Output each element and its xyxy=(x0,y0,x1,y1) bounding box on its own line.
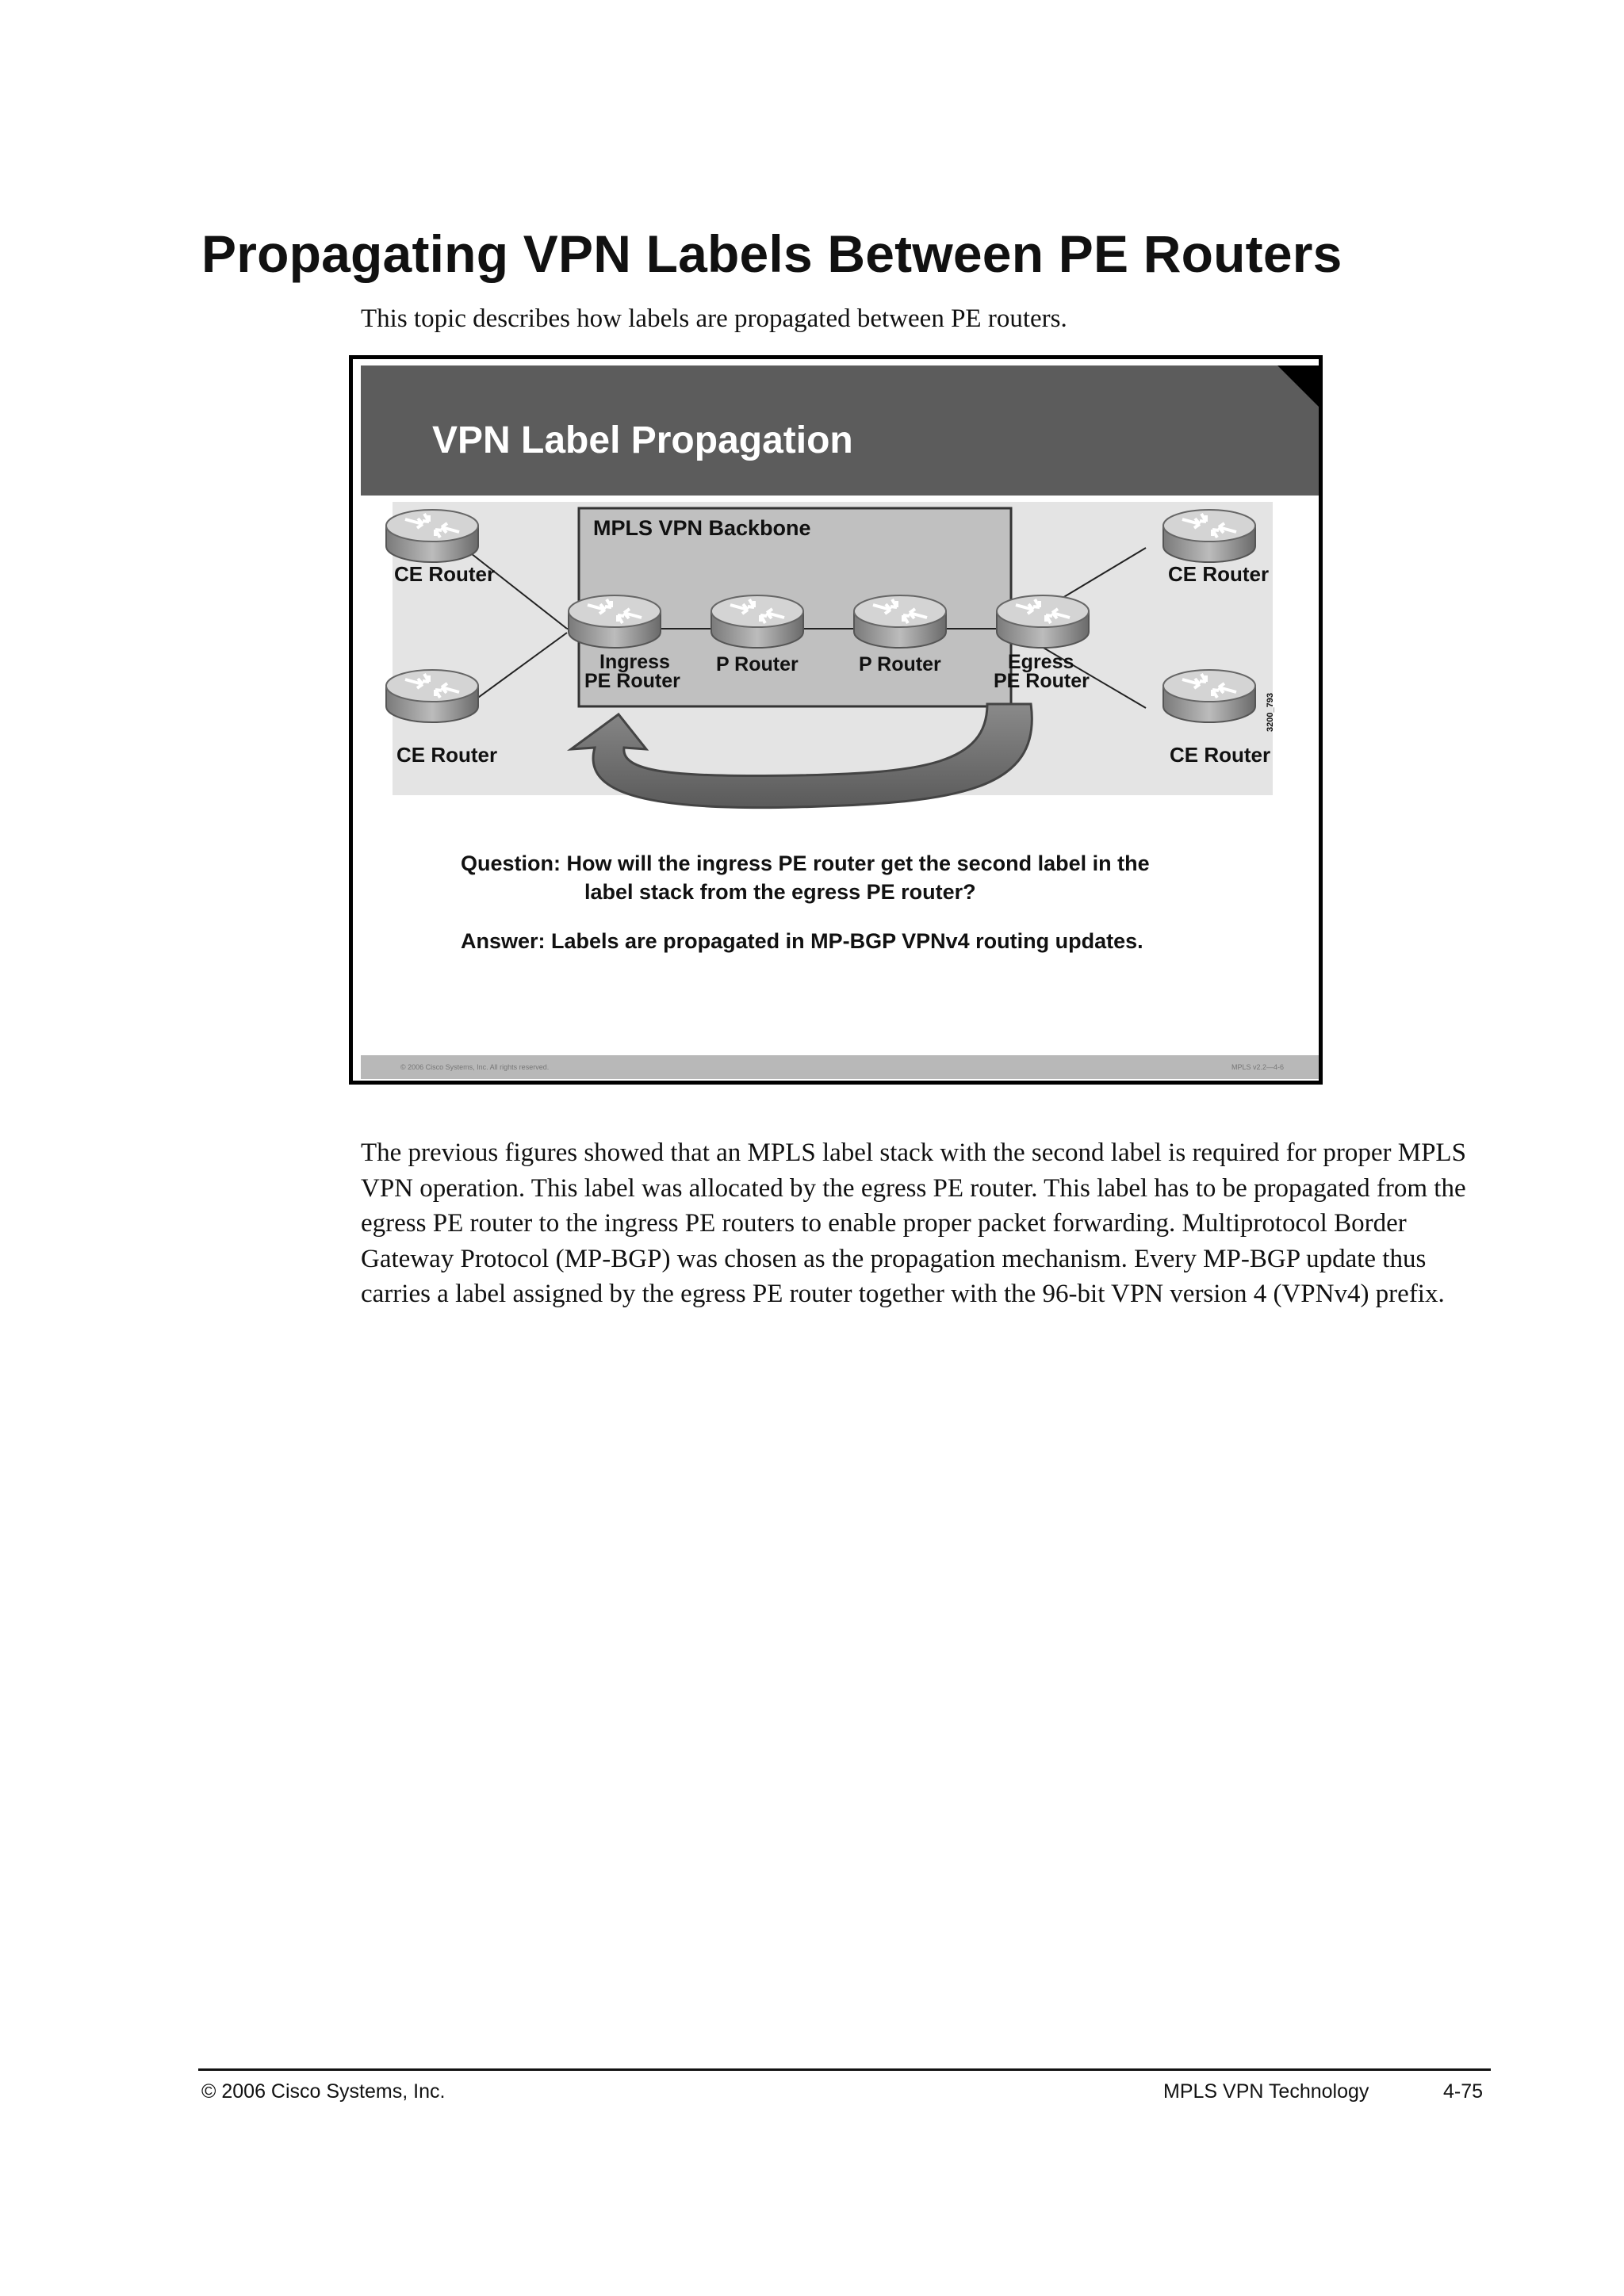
question-line2: label stack from the egress PE router? xyxy=(584,880,976,904)
ce-router-top-left-label: CE Router xyxy=(394,562,496,586)
backbone-label: MPLS VPN Backbone xyxy=(593,516,811,540)
footer-rule xyxy=(198,2068,1491,2071)
network-diagram xyxy=(353,359,1319,1081)
egress-label-line2: PE Router xyxy=(994,670,1090,692)
ce-router-bottom-right-icon xyxy=(1163,670,1255,722)
slide-footer xyxy=(361,1055,1319,1079)
slide-footer-copyright: © 2006 Cisco Systems, Inc. All rights reserved. xyxy=(400,1063,550,1071)
p-router-2-label: P Router xyxy=(859,653,941,675)
p-router-1-label: P Router xyxy=(716,653,799,675)
p-router-2-icon xyxy=(854,595,946,648)
ce-router-bottom-left-label: CE Router xyxy=(396,743,498,767)
ingress-label-line1: Ingress xyxy=(599,651,670,673)
answer-text: Answer: Labels are propagated in MP-BGP VPNv4 routing updates. xyxy=(461,929,1143,953)
ce-router-top-right-label: CE Router xyxy=(1168,562,1270,586)
side-code: 3200_793 xyxy=(1266,693,1275,732)
p-router-1-icon xyxy=(711,595,803,648)
slide-footer-code: MPLS v2.2—4-6 xyxy=(1231,1063,1284,1071)
body-paragraph: The previous figures showed that an MPLS label stack with the second label is required for proper MPLS VPN operation. This label was allocated by the egress PE router. This label has to be propagated from the egress PE router to the ingress PE routers to enable proper packet forwarding. Multiprotocol Border Gateway Protocol (MP-BGP) was chosen as the propagation mechanism. Every MP-BGP update thus carries a label assigned by the egress PE router together with the 96-bit VPN version 4 (VPNv4) prefix. xyxy=(361,1138,1466,1309)
footer-book-title: MPLS VPN Technology xyxy=(1163,2080,1369,2103)
egress-label-line1: Egress xyxy=(1008,651,1074,673)
ce-router-bottom-right-label: CE Router xyxy=(1170,743,1271,767)
question-answer xyxy=(461,849,1150,955)
page-title: Propagating VPN Labels Between PE Routers xyxy=(201,224,1342,283)
footer-copyright: © 2006 Cisco Systems, Inc. xyxy=(201,2080,446,2103)
ce-router-top-right-icon xyxy=(1163,510,1255,562)
slide-figure xyxy=(349,355,1323,1085)
ce-router-bottom-left-icon xyxy=(386,670,478,722)
ingress-pe-router-icon xyxy=(569,595,661,648)
intro-text: This topic describes how labels are propagated between PE routers. xyxy=(361,304,1067,333)
egress-pe-router-icon xyxy=(997,595,1089,648)
question-line1: Question: How will the ingress PE router get the second label in the xyxy=(461,851,1150,875)
ce-router-top-left-icon xyxy=(386,510,478,562)
footer-page-number: 4-75 xyxy=(1443,2080,1484,2103)
slide-title: VPN Label Propagation xyxy=(432,419,853,461)
ingress-label-line2: PE Router xyxy=(584,670,680,692)
